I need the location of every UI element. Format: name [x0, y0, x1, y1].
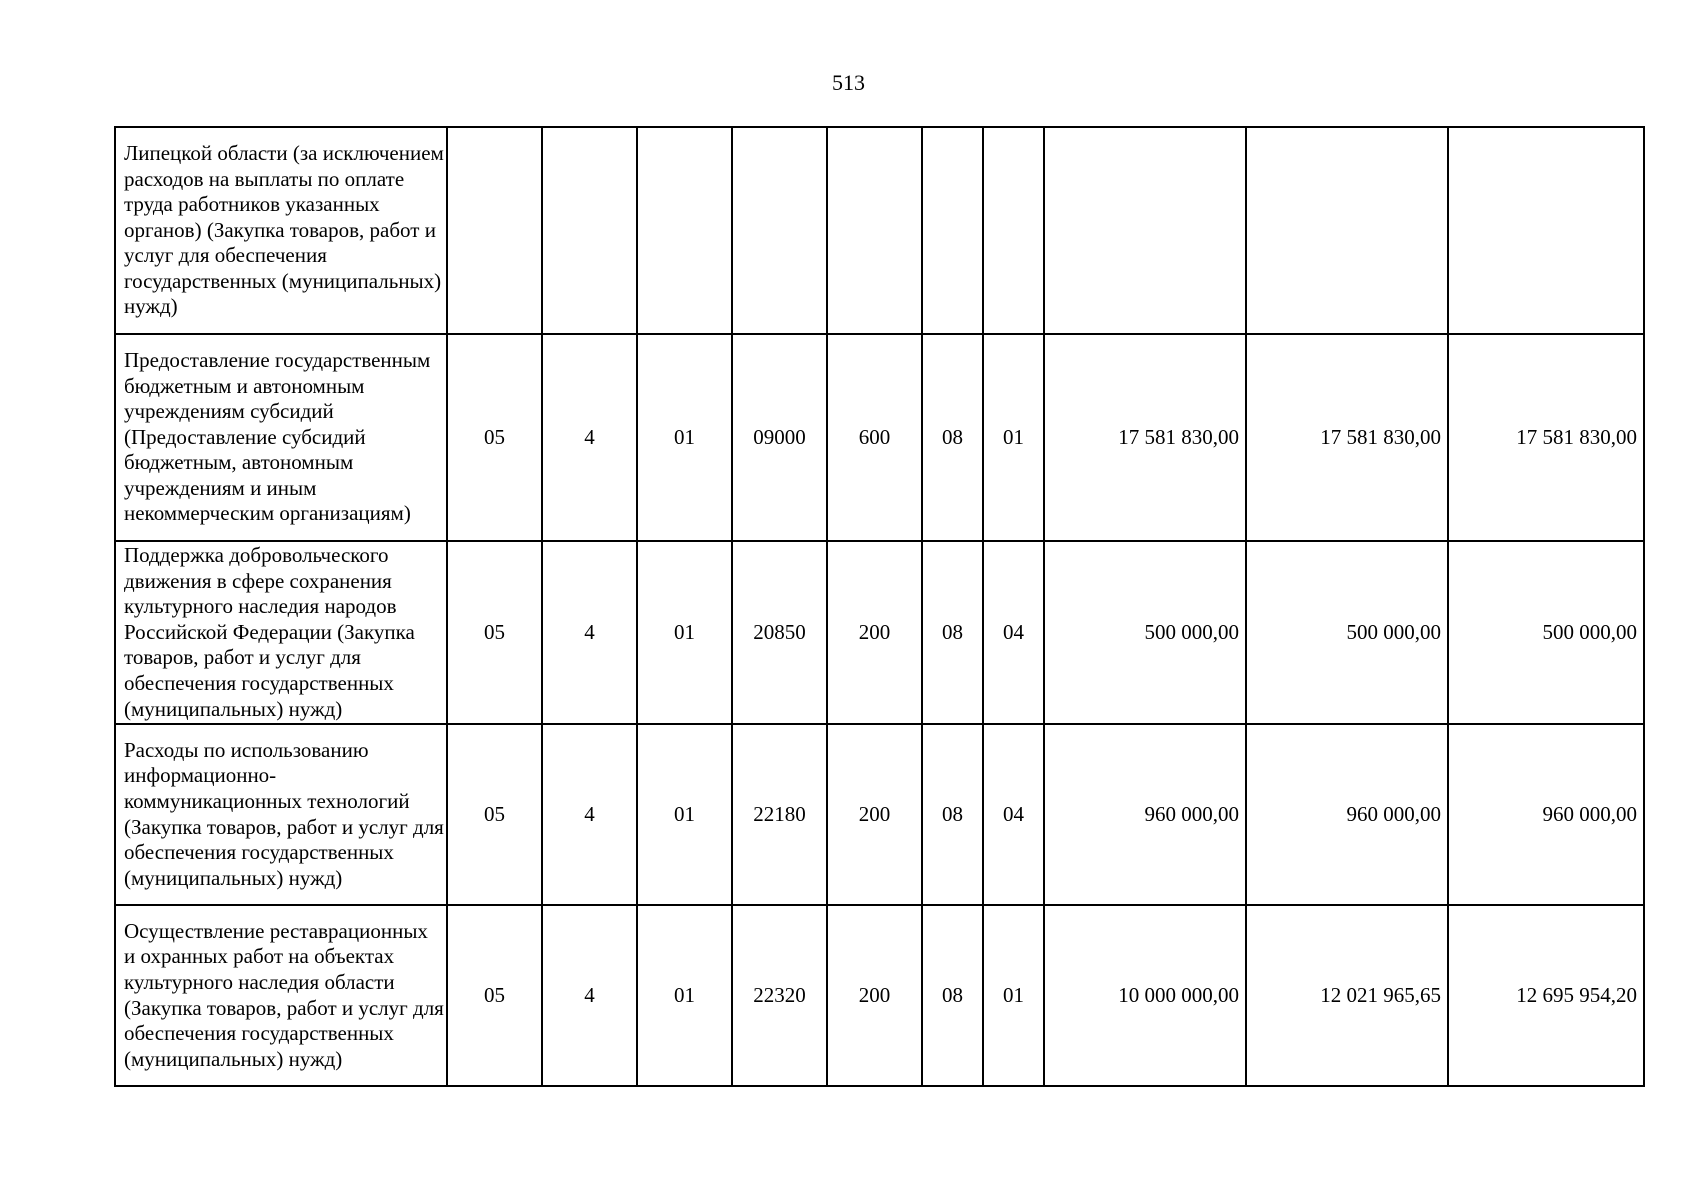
amount-cell-2: 960 000,00	[1246, 724, 1448, 905]
main-event-code-cell: 01	[637, 334, 732, 541]
main-event-code-cell: 01	[637, 541, 732, 724]
page-number: 513	[832, 70, 865, 95]
amount-cell-3	[1448, 127, 1644, 334]
amount-cell-1: 500 000,00	[1044, 541, 1246, 724]
main-event-code-cell: 01	[637, 724, 732, 905]
amount-cell-3: 960 000,00	[1448, 724, 1644, 905]
expense-type-cell	[827, 127, 922, 334]
subsection-cell: 04	[983, 541, 1044, 724]
row-description: Расходы по использованию информационно-коммуникационных технологий (Закупка товаров, работ и услуг для обеспечения государственных (муниципальных) нужд)	[115, 724, 447, 905]
table-row	[115, 724, 1644, 905]
section-cell: 08	[922, 334, 983, 541]
program-code-cell: 05	[447, 905, 542, 1086]
subprogram-code-cell: 4	[542, 334, 637, 541]
program-code-cell: 05	[447, 541, 542, 724]
amount-cell-1: 960 000,00	[1044, 724, 1246, 905]
table-row	[115, 334, 1644, 541]
budget-table	[114, 126, 1645, 1087]
expense-type-cell: 200	[827, 905, 922, 1086]
program-code-cell	[447, 127, 542, 334]
section-cell: 08	[922, 905, 983, 1086]
subsection-cell: 04	[983, 724, 1044, 905]
row-description: Осуществление реставрационных и охранных работ на объектах культурного наследия области (Закупка товаров, работ и услуг для обеспечения государственных (муниципальных) нужд)	[115, 905, 447, 1086]
program-code-cell: 05	[447, 334, 542, 541]
section-cell: 08	[922, 724, 983, 905]
direction-code-cell: 22180	[732, 724, 827, 905]
amount-cell-1	[1044, 127, 1246, 334]
table-row	[115, 541, 1644, 724]
program-code-cell: 05	[447, 724, 542, 905]
amount-cell-2	[1246, 127, 1448, 334]
amount-cell-3: 500 000,00	[1448, 541, 1644, 724]
direction-code-cell: 09000	[732, 334, 827, 541]
main-event-code-cell: 01	[637, 905, 732, 1086]
section-cell: 08	[922, 541, 983, 724]
amount-cell-1: 10 000 000,00	[1044, 905, 1246, 1086]
direction-code-cell: 20850	[732, 541, 827, 724]
row-description: Предоставление государственным бюджетным и автономным учреждениям субсидий (Предоставление субсидий бюджетным, автономным учреждениям и иным некоммерческим организациям)	[115, 334, 447, 541]
subsection-cell	[983, 127, 1044, 334]
direction-code-cell: 22320	[732, 905, 827, 1086]
subsection-cell: 01	[983, 334, 1044, 541]
table-row	[115, 905, 1644, 1086]
direction-code-cell	[732, 127, 827, 334]
subprogram-code-cell: 4	[542, 724, 637, 905]
amount-cell-3: 12 695 954,20	[1448, 905, 1644, 1086]
section-cell	[922, 127, 983, 334]
subprogram-code-cell: 4	[542, 905, 637, 1086]
expense-type-cell: 600	[827, 334, 922, 541]
row-description: Липецкой области (за исключением расходов на выплаты по оплате труда работников указанных органов) (Закупка товаров, работ и услуг для обеспечения государственных (муниципальных) нужд)	[115, 127, 447, 334]
table-row	[115, 127, 1644, 334]
amount-cell-2: 17 581 830,00	[1246, 334, 1448, 541]
row-description: Поддержка добровольческого движения в сфере сохранения культурного наследия народов Российской Федерации (Закупка товаров, работ и услуг для обеспечения государственных (муниципальных) нужд)	[115, 541, 447, 724]
subsection-cell: 01	[983, 905, 1044, 1086]
subprogram-code-cell: 4	[542, 541, 637, 724]
amount-cell-2: 12 021 965,65	[1246, 905, 1448, 1086]
expense-type-cell: 200	[827, 724, 922, 905]
main-event-code-cell	[637, 127, 732, 334]
subprogram-code-cell	[542, 127, 637, 334]
amount-cell-1: 17 581 830,00	[1044, 334, 1246, 541]
expense-type-cell: 200	[827, 541, 922, 724]
amount-cell-2: 500 000,00	[1246, 541, 1448, 724]
amount-cell-3: 17 581 830,00	[1448, 334, 1644, 541]
